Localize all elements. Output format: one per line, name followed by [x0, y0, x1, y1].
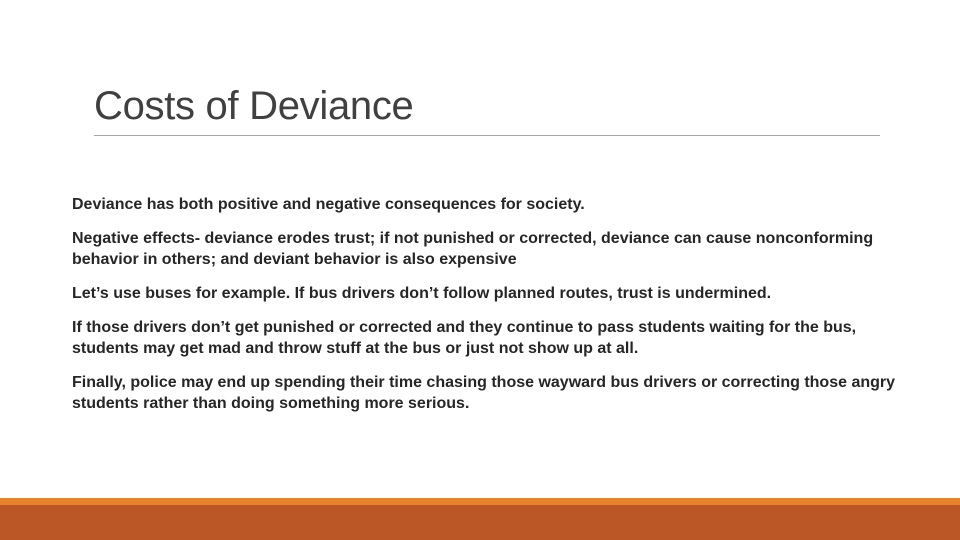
footer-band	[0, 505, 960, 540]
body-paragraph-4: If those drivers don’t get punished or corrected and they continue to pass students waiting for the bus, students may get mad and throw stuff at the bus or just not show up at all.	[72, 319, 857, 357]
body-paragraph-1: Deviance has both positive and negative consequences for society.	[72, 196, 585, 213]
slide-body	[72, 194, 912, 427]
slide-title: Costs of Deviance	[94, 84, 414, 128]
footer-accent-stripe	[0, 498, 960, 505]
body-paragraph-5: Finally, police may end up spending their time chasing those wayward bus drivers or correcting those angry students rather than doing something more serious.	[72, 374, 896, 412]
body-paragraph-2: Negative effects- deviance erodes trust; if not punished or corrected, deviance can cause nonconforming behavior in others; and deviant behavior is also expensive	[72, 230, 874, 268]
title-divider	[94, 135, 880, 136]
body-paragraph-3: Let’s use buses for example. If bus drivers don’t follow planned routes, trust is undermined.	[72, 285, 772, 302]
